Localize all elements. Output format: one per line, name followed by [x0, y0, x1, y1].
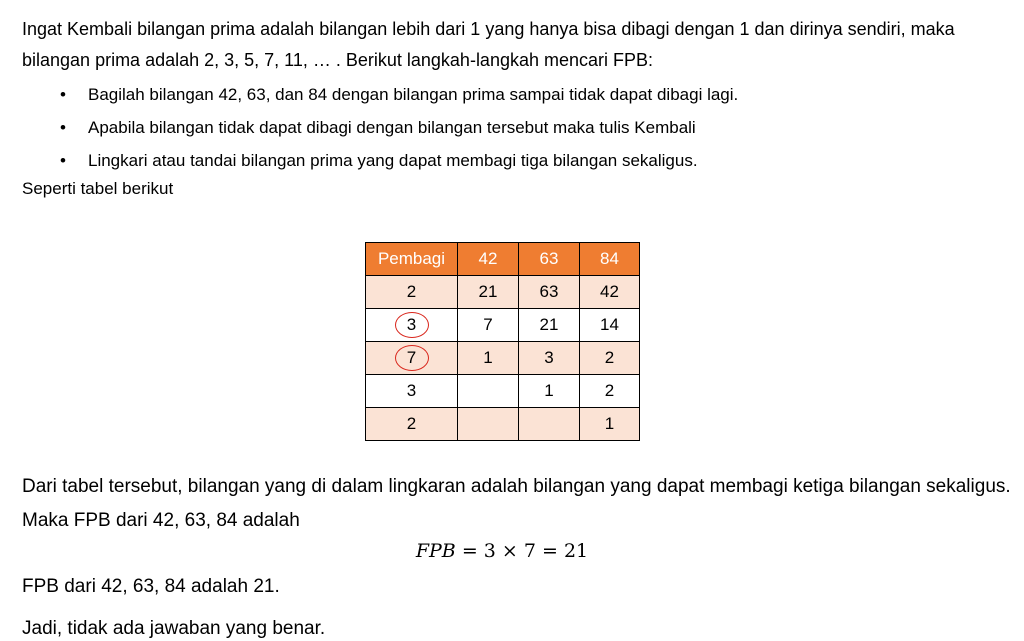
header-cell: 63	[519, 243, 580, 276]
intro-paragraph: Ingat Kembali bilangan prima adalah bilangan lebih dari 1 yang hanya bisa dibagi dengan 1 dan dirinya sendiri, maka bilangan prima adalah 2, 3, 5, 7, 11, … . Berikut langkah-langkah mencari FPB:	[22, 19, 955, 70]
table-cell: 2	[580, 375, 640, 408]
divisor-cell	[366, 309, 458, 342]
table-cell: 2	[580, 342, 640, 375]
table-cell: 7	[458, 309, 519, 342]
step-text: Lingkari atau tandai bilangan prima yang dapat membagi tiga bilangan sekaligus.	[88, 151, 698, 170]
explanation-paragraph: Dari tabel tersebut, bilangan yang di dalam lingkaran adalah bilangan yang dapat membagi ketiga bilangan sekaligus. Maka FPB dari 42, 63, 84 adalah	[22, 476, 1011, 531]
header-cell: Pembagi	[366, 243, 458, 276]
divisor-cell: 3	[366, 375, 458, 408]
table-cell	[458, 408, 519, 441]
fpb-formula	[0, 540, 1004, 562]
step-item	[0, 144, 738, 177]
table-cell: 14	[580, 309, 640, 342]
table-cell: 1	[458, 342, 519, 375]
table-cell: 63	[519, 276, 580, 309]
table-cell: 42	[580, 276, 640, 309]
step-item	[0, 78, 738, 111]
table-row	[366, 309, 640, 342]
divisor-cell	[366, 342, 458, 375]
step-item	[0, 111, 738, 144]
table-cell	[458, 375, 519, 408]
table-cell: 21	[458, 276, 519, 309]
bullet-icon: •	[60, 85, 66, 104]
formula-expression: = 3 × 7 = 21	[455, 540, 589, 562]
bullet-icon: •	[60, 151, 66, 170]
header-cell: 84	[580, 243, 640, 276]
circled-divisor: 3	[395, 312, 429, 338]
bullet-icon: •	[60, 118, 66, 137]
step-text: Apabila bilangan tidak dapat dibagi dengan bilangan tersebut maka tulis Kembali	[88, 118, 696, 137]
circled-divisor: 7	[395, 345, 429, 371]
table-row	[366, 276, 640, 309]
formula-variable: FPB	[415, 540, 456, 562]
fpb-table	[365, 242, 640, 441]
step-text: Bagilah bilangan 42, 63, dan 84 dengan bilangan prima sampai tidak dapat dibagi lagi.	[88, 85, 739, 104]
table-row	[366, 408, 640, 441]
table-cell: 21	[519, 309, 580, 342]
header-cell: 42	[458, 243, 519, 276]
conclusion-text: Jadi, tidak ada jawaban yang benar.	[22, 618, 326, 639]
table-cell: 3	[519, 342, 580, 375]
table-row	[366, 375, 640, 408]
divisor-cell: 2	[366, 276, 458, 309]
table-row	[366, 342, 640, 375]
result-text: FPB dari 42, 63, 84 adalah 21.	[22, 576, 280, 597]
divisor-cell: 2	[366, 408, 458, 441]
table-cell: 1	[580, 408, 640, 441]
table-intro: Seperti tabel berikut	[22, 179, 174, 198]
table-header-row	[366, 243, 640, 276]
steps-list	[0, 78, 738, 177]
table-cell: 1	[519, 375, 580, 408]
table-cell	[519, 408, 580, 441]
